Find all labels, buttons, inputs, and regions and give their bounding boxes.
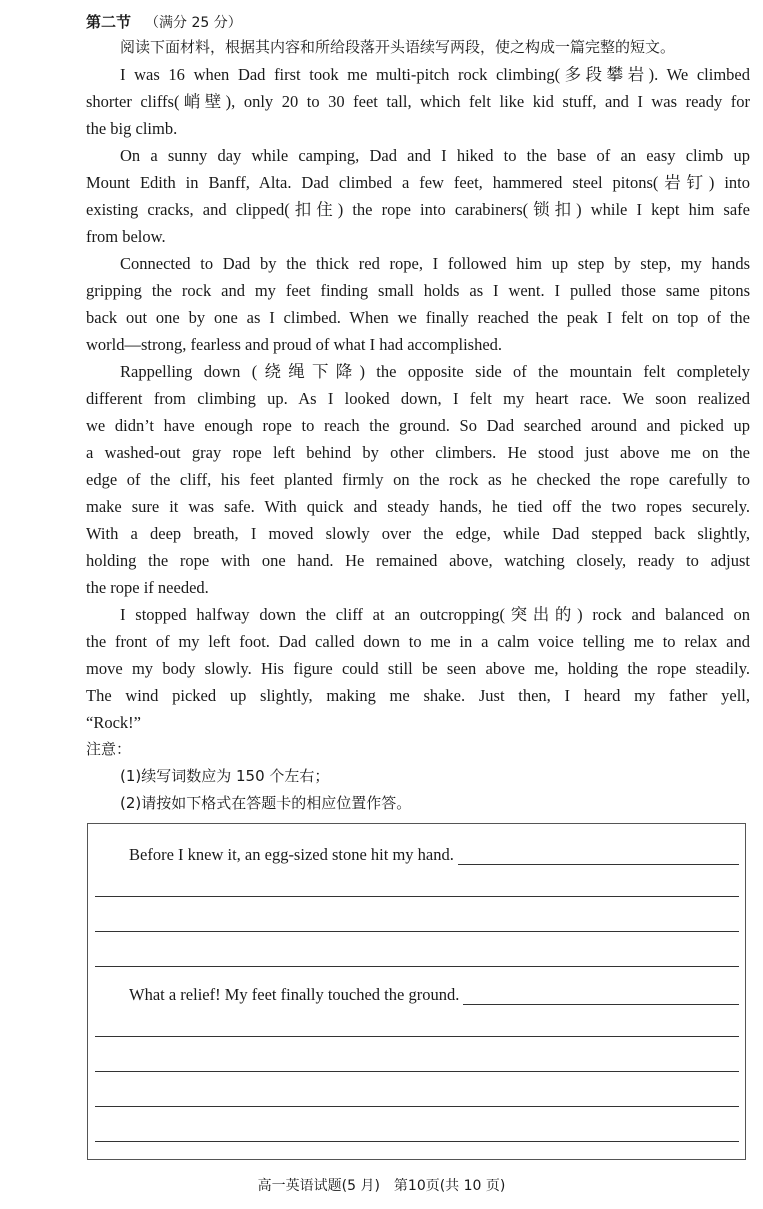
passage-line: I stopped halfway down the cliff at an outcropping(突出的) rock and balanced on [120, 605, 750, 624]
answer-line[interactable] [95, 1036, 739, 1037]
passage-line: different from climbing up. As I looked down, I felt my heart race. We soon realized [86, 389, 750, 408]
passage-line: Mount Edith in Banff, Alta. Dad climbed a few feet, hammered steel pitons(岩钉) into [86, 173, 750, 192]
answer-line[interactable] [95, 1106, 739, 1107]
answer-box [87, 823, 746, 1160]
section-heading [86, 10, 750, 34]
answer-line[interactable] [95, 896, 739, 897]
passage-line: world—strong, fearless and proud of what I had accomplished. [86, 335, 503, 354]
passage-line: With a deep breath, I moved slowly over the edge, while Dad stepped back slightly, [86, 524, 750, 543]
notes-title: 注意： [86, 740, 132, 758]
section-score: （满分 25 分） [145, 15, 242, 31]
answer-line[interactable] [463, 984, 739, 1005]
passage-line: On a sunny day while camping, Dad and I hiked to the base of an easy climb up [120, 146, 750, 165]
answer-line[interactable] [458, 844, 739, 865]
passage-line: edge of the cliff, his feet planted firmly on the rock as he checked the rope carefully to [86, 470, 750, 489]
exam-page [86, 10, 750, 817]
passage-line: Rappelling down (绕绳下降) the opposite side of the mountain felt completely [120, 362, 750, 381]
passage-line: the rope if needed. [86, 578, 209, 597]
passage-paragraph-1 [86, 61, 750, 142]
paragraph-1-opening: Before I knew it, an egg-sized stone hit my hand. [129, 845, 454, 864]
passage-line: back out one by one as I climbed. When we finally reached the peak I felt on top of the [86, 308, 750, 327]
note-item-1: (1)续写词数应为 150 个左右； [120, 767, 330, 785]
reading-passage [86, 61, 750, 736]
passage-paragraph-4 [86, 358, 750, 601]
paragraph-2-prompt [129, 981, 739, 1005]
answer-line[interactable] [95, 1141, 739, 1142]
passage-line: move my body slowly. His figure could still be seen above me, holding the rope steadily. [86, 659, 750, 678]
note-item-2: (2)请按如下格式在答题卡的相应位置作答。 [120, 794, 412, 812]
passage-line: “Rock!” [86, 713, 141, 732]
paragraph-2-opening: What a relief! My feet finally touched the ground. [129, 985, 460, 1004]
passage-paragraph-2 [86, 142, 750, 250]
passage-line: Connected to Dad by the thick red rope, I followed him up step by step, my hands [120, 254, 750, 273]
passage-line: The wind picked up slightly, making me shake. Just then, I heard my father yell, [86, 686, 750, 705]
passage-line: I was 16 when Dad first took me multi-pitch rock climbing(多段攀岩). We climbed [120, 65, 750, 84]
instruction-text: 阅读下面材料，根据其内容和所给段落开头语续写两段，使之构成一篇完整的短文。 [120, 38, 676, 56]
page-footer: 高一英语试题(5 月) 第10页(共 10 页) [257, 1178, 506, 1194]
passage-line: from below. [86, 227, 166, 246]
passage-line: shorter cliffs(峭壁), only 20 to 30 feet tall, which felt like kid stuff, and I was ready for [86, 92, 750, 111]
passage-paragraph-5 [86, 601, 750, 736]
passage-line: gripping the rock and my feet finding small holds as I went. I pulled those same pitons [86, 281, 750, 300]
passage-line: the big climb. [86, 119, 178, 138]
answer-line[interactable] [95, 966, 739, 967]
passage-line: make sure it was safe. With quick and steady hands, he tied off the two ropes securely. [86, 497, 750, 516]
passage-line: a washed-out gray rope left behind by other climbers. He stood just above me on the [86, 443, 750, 462]
section-title: 第二节 [86, 13, 132, 31]
passage-line: the front of my left foot. Dad called down to me in a calm voice telling me to relax and [86, 632, 750, 651]
passage-paragraph-3 [86, 250, 750, 358]
answer-line[interactable] [95, 1071, 739, 1072]
answer-line[interactable] [95, 931, 739, 932]
passage-line: holding the rope with one hand. He remained above, watching closely, ready to adjust [86, 551, 750, 570]
passage-line: we didn’t have enough rope to reach the ground. So Dad searched around and picked up [86, 416, 750, 435]
passage-line: existing cracks, and clipped(扣住) the rope into carabiners(锁扣) while I kept him safe [86, 200, 750, 219]
paragraph-1-prompt [129, 841, 739, 865]
